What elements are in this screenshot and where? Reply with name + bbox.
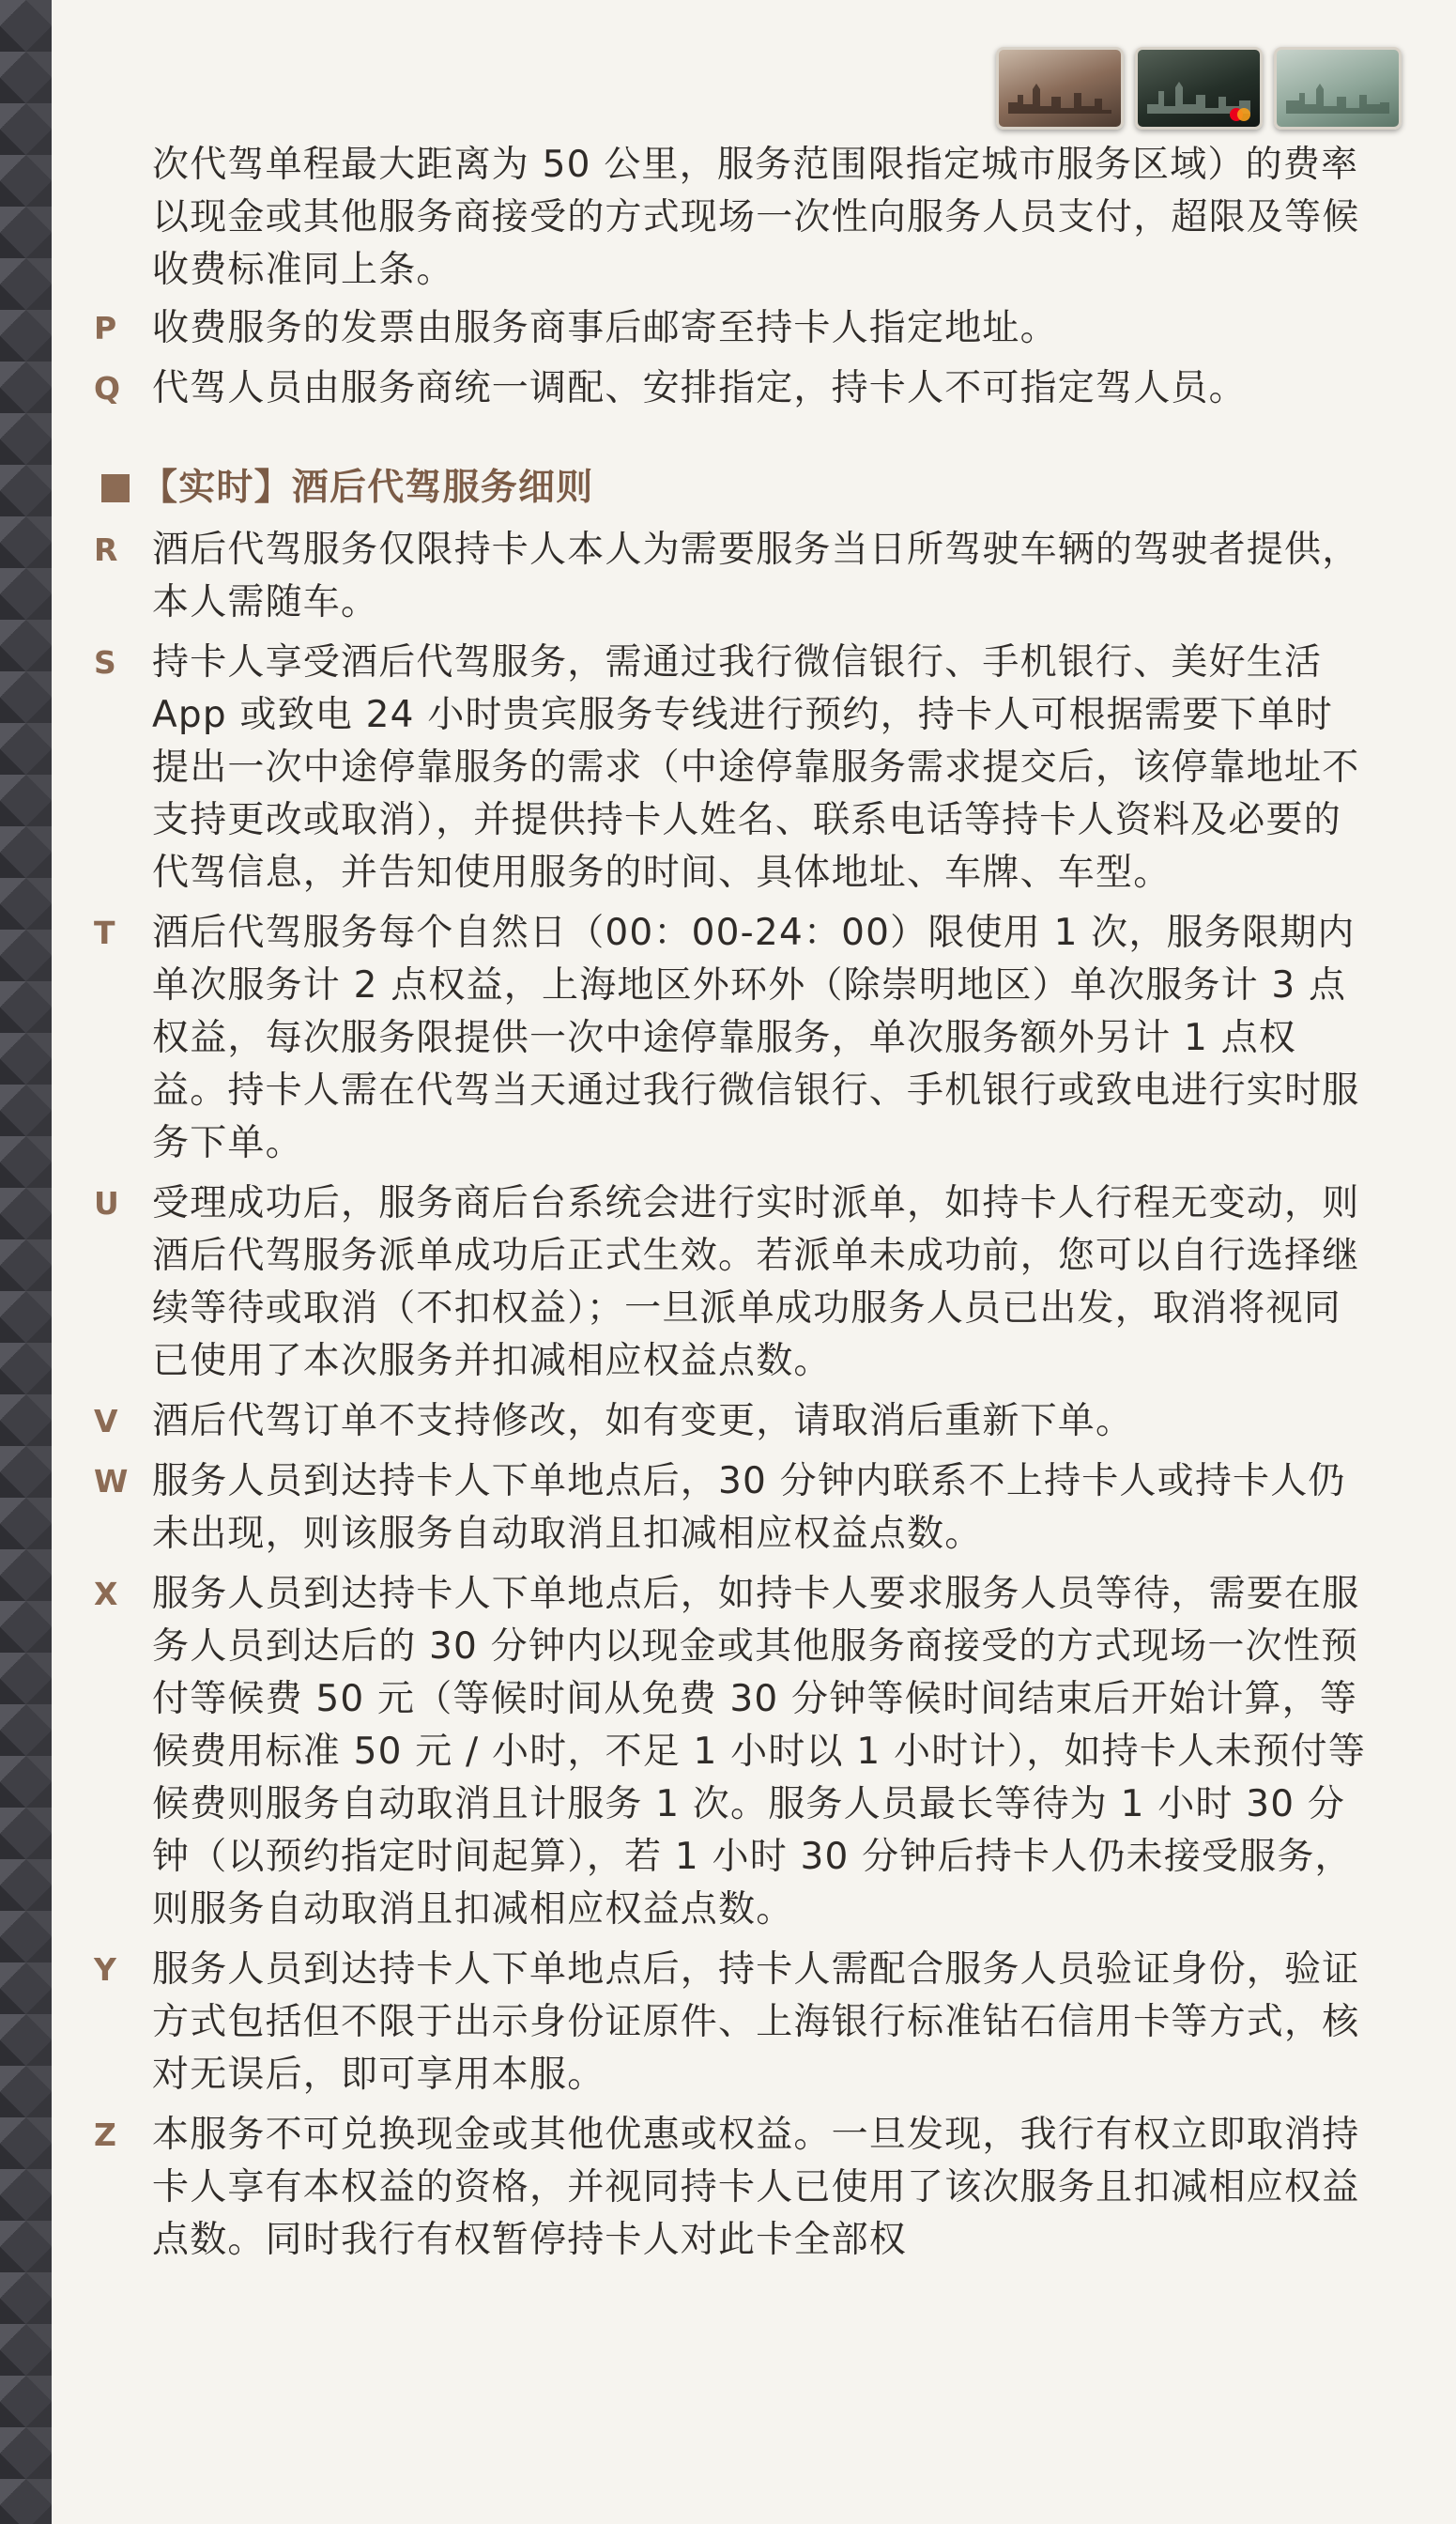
item-letter: Z bbox=[94, 2116, 118, 2153]
card-thumbnails bbox=[996, 47, 1402, 130]
item-text: 收费服务的发票由服务商事后邮寄至持卡人指定地址。 bbox=[152, 307, 1058, 349]
skyline-image bbox=[1008, 82, 1111, 114]
item-text: 酒后代驾订单不支持修改，如有变更，请取消后重新下单。 bbox=[152, 1400, 1134, 1442]
section-heading-text: 【实时】酒后代驾服务细则 bbox=[141, 467, 594, 509]
item-text: 受理成功后，服务商后台系统会进行实时派单，如持卡人行程无变动，则酒后代驾服务派单成功后正式生效。若派单未成功前，您可以自行选择继续等待或取消（不扣权益）；一旦派单成功服务人员已出发，取消将视同已使用了本次服务并扣减相应权益点数。 bbox=[152, 1182, 1360, 1382]
item-letter: V bbox=[94, 1403, 119, 1439]
card-thumbnail-3 bbox=[1274, 47, 1402, 130]
list-item bbox=[94, 1568, 1371, 1936]
item-letter: U bbox=[94, 1185, 120, 1222]
list-item bbox=[94, 1395, 1371, 1448]
list-item bbox=[94, 1455, 1371, 1561]
item-letter: S bbox=[94, 644, 117, 681]
item-text: 服务人员到达持卡人下单地点后，30 分钟内联系不上持卡人或持卡人仍未出现，则该服务自动取消且扣减相应权益点数。 bbox=[152, 1460, 1346, 1555]
list-item bbox=[94, 362, 1371, 415]
item-text: 酒后代驾服务每个自然日（00：00-24：00）限使用 1 次，服务限期内单次服务计 2 点权益，上海地区外环外（除崇明地区）单次服务计 3 点权益，每次服务限提供一次中途停靠服务，单次服务额外另计 1 点权益。持卡人需在代驾当天通过我行微信银行、手机银行或致电进行实时服务下单。 bbox=[152, 912, 1360, 1164]
square-bullet-icon bbox=[101, 474, 130, 502]
item-letter: T bbox=[94, 915, 116, 951]
list-item bbox=[94, 302, 1371, 355]
item-text: 代驾人员由服务商统一调配、安排指定，持卡人不可指定驾人员。 bbox=[152, 367, 1247, 409]
item-letter: R bbox=[94, 531, 119, 568]
card-thumbnail-1 bbox=[996, 47, 1124, 130]
item-letter: X bbox=[94, 1576, 119, 1612]
item-text: 持卡人享受酒后代驾服务，需通过我行微信银行、手机银行、美好生活 App 或致电 24 小时贵宾服务专线进行预约，持卡人可根据需要下单时提出一次中途停靠服务的需求（中途停靠服务需求提交后，该停靠地址不支持更改或取消），并提供持卡人姓名、联系电话等持卡人资料及必要的代驾信息，并告知使用服务的时间、具体地址、车牌、车型。 bbox=[152, 641, 1360, 894]
terms-content bbox=[94, 139, 1371, 2274]
skyline-image bbox=[1286, 82, 1389, 114]
item-letter: P bbox=[94, 310, 118, 346]
item-text: 酒后代驾服务仅限持卡人本人为需要服务当日所驾驶车辆的驾驶者提供，本人需随车。 bbox=[152, 529, 1360, 623]
list-item bbox=[94, 1944, 1371, 2101]
list-item bbox=[94, 2109, 1371, 2267]
list-item bbox=[94, 907, 1371, 1170]
item-text: 服务人员到达持卡人下单地点后，持卡人需配合服务人员验证身份，验证方式包括但不限于出示身份证原件、上海银行标准钻石信用卡等方式，核对无误后，即可享用本服。 bbox=[152, 1948, 1360, 2096]
card-network-logo bbox=[1230, 108, 1250, 121]
list-item bbox=[94, 524, 1371, 629]
card-thumbnail-2 bbox=[1135, 47, 1263, 130]
decorative-side-strip bbox=[0, 0, 52, 2524]
section-heading bbox=[94, 462, 1371, 515]
list-item bbox=[94, 637, 1371, 900]
item-letter: Y bbox=[94, 1951, 118, 1988]
item-text: 服务人员到达持卡人下单地点后，如持卡人要求服务人员等待，需要在服务人员到达后的 30 分钟内以现金或其他服务商接受的方式现场一次性预付等候费 50 元（等候时间从免费 30 分钟等候时间结束后开始计算，等候费用标准 50 元 / 小时，不足 1 小时以 1 小时计），如持卡人未预付等候费则服务自动取消且计服务 1 次。服务人员最长等待为 1 小时 30 分钟（以预约指定时间起算），若 1 小时 30 分钟后持卡人仍未接受服务，则服务自动取消且扣减相应权益点数。 bbox=[152, 1573, 1367, 1931]
item-text: 本服务不可兑换现金或其他优惠或权益。一旦发现，我行有权立即取消持卡人享有本权益的资格，并视同持卡人已使用了该次服务且扣减相应权益点数。同时我行有权暂停持卡人对此卡全部权 bbox=[152, 2114, 1360, 2261]
item-letter: Q bbox=[94, 370, 122, 407]
continuation-paragraph: 次代驾单程最大距离为 50 公里，服务范围限指定城市服务区域）的费率以现金或其他服务商接受的方式现场一次性向服务人员支付，超限及等候收费标准同上条。 bbox=[152, 144, 1360, 291]
list-item bbox=[94, 1177, 1371, 1388]
item-letter: W bbox=[94, 1463, 130, 1500]
